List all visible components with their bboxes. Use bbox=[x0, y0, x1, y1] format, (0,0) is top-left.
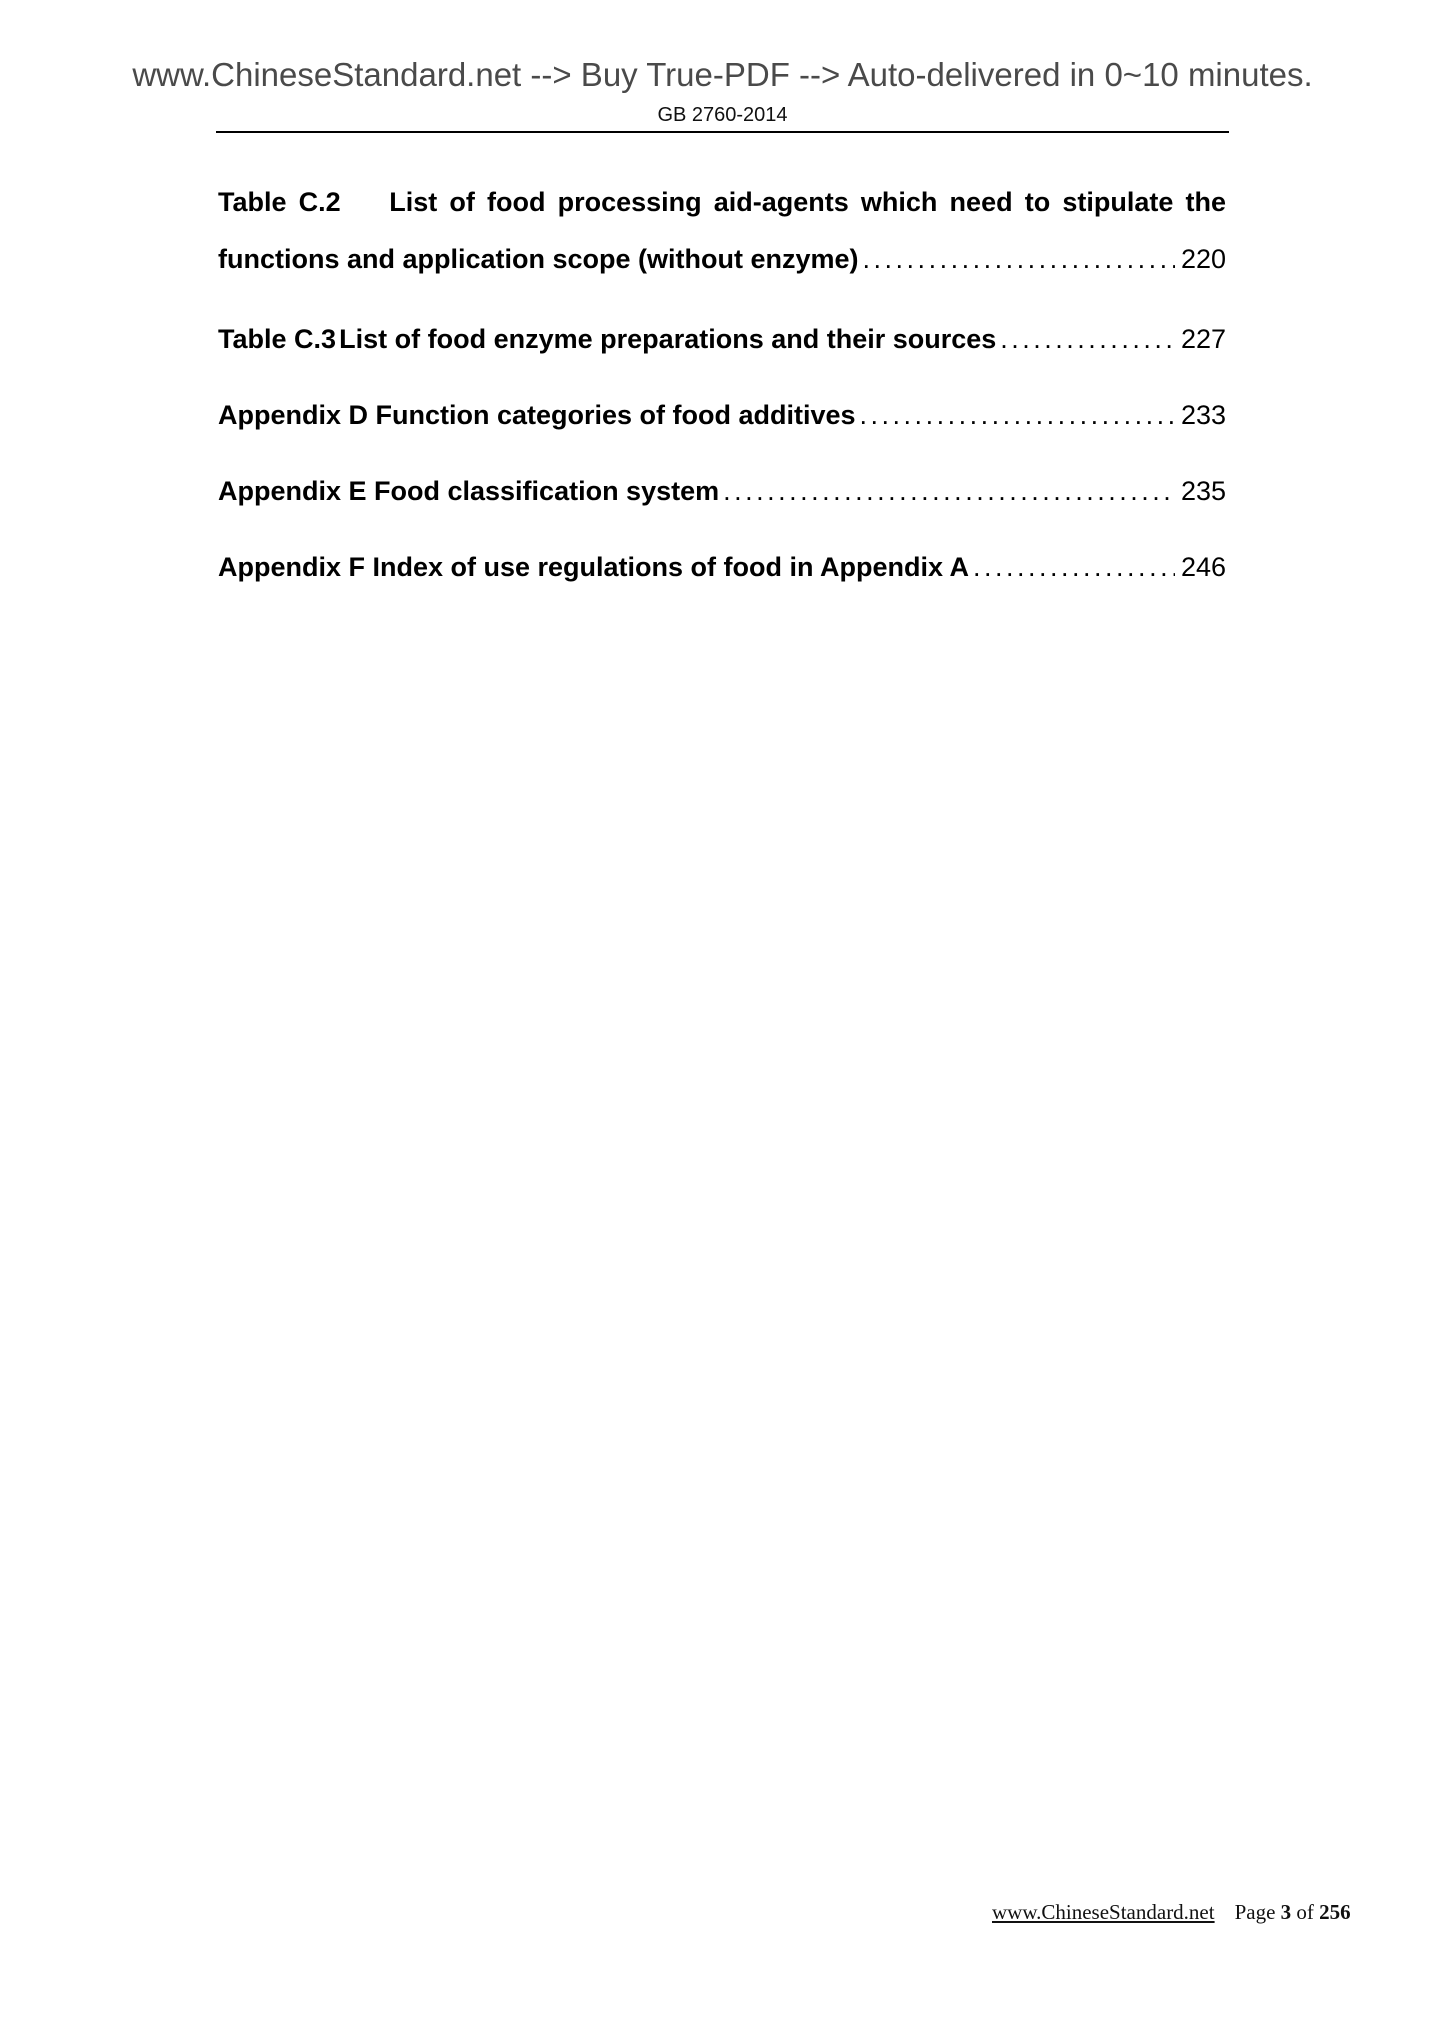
toc-entry-title: Appendix F Index of use regulations of food in Appendix A bbox=[218, 552, 970, 582]
toc-entry-appendix-d[interactable] bbox=[218, 397, 1226, 433]
toc-entry-title: List of food enzyme preparations and their sources bbox=[339, 324, 997, 354]
toc-page-number: 227 bbox=[1180, 324, 1226, 354]
toc-entry-title: Appendix D Function categories of food additives bbox=[218, 400, 856, 430]
page-footer bbox=[992, 1900, 1351, 1925]
dot-leader bbox=[860, 397, 1175, 433]
footer-of-word: of bbox=[1296, 1900, 1314, 1924]
dot-leader bbox=[1000, 321, 1175, 357]
toc-page-number: 246 bbox=[1180, 552, 1226, 582]
header-divider bbox=[216, 131, 1229, 133]
toc-page-number: 235 bbox=[1180, 476, 1226, 506]
toc-entry-appendix-f[interactable] bbox=[218, 549, 1226, 585]
dot-leader bbox=[723, 473, 1175, 509]
toc-entry-table-c3[interactable] bbox=[218, 321, 1226, 357]
toc-page-number: 220 bbox=[1180, 244, 1226, 274]
document-code: GB 2760-2014 bbox=[657, 104, 788, 126]
footer-total-pages: 256 bbox=[1319, 1900, 1351, 1924]
toc-entry-label: Table C.3 bbox=[218, 324, 337, 354]
toc-entry-label: Table C.2 bbox=[218, 187, 341, 217]
toc-entry-title-line1 bbox=[218, 184, 1226, 220]
footer-page-number: 3 bbox=[1280, 1900, 1292, 1924]
dot-leader bbox=[973, 549, 1175, 585]
toc-entry-title: List of food processing aid-agents which need to stipulate the bbox=[389, 187, 1226, 217]
footer-page-word: Page bbox=[1234, 1900, 1276, 1924]
toc-entry-appendix-e[interactable] bbox=[218, 473, 1226, 509]
toc-page-number: 233 bbox=[1180, 400, 1226, 430]
promo-banner: www.ChineseStandard.net --> Buy True-PDF --> Auto-delivered in 0~10 minutes. bbox=[132, 56, 1313, 93]
dot-leader bbox=[863, 241, 1175, 277]
toc-entry-title-line2: functions and application scope (without enzyme) bbox=[218, 244, 859, 274]
toc-entry-title: Appendix E Food classification system bbox=[218, 476, 720, 506]
toc-entry-table-c2[interactable] bbox=[218, 184, 1226, 277]
footer-site-link[interactable]: www.ChineseStandard.net bbox=[992, 1900, 1215, 1924]
